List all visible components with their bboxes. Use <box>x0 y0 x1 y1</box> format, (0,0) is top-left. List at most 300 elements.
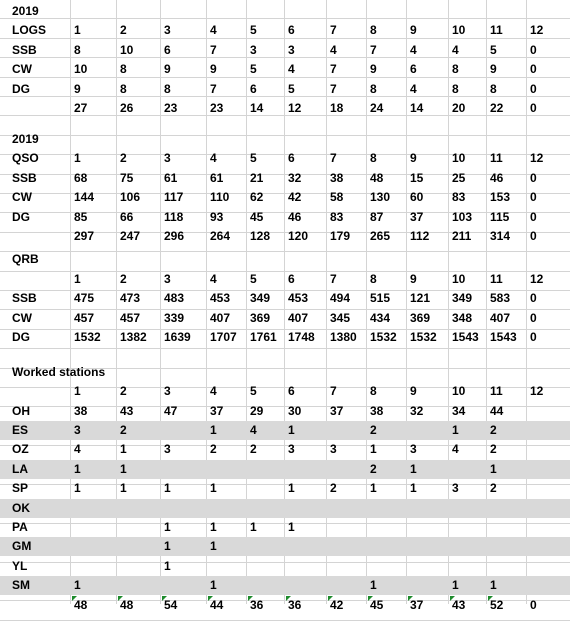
data-cell[interactable]: 93 <box>210 210 224 224</box>
data-cell[interactable]: 46 <box>288 210 302 224</box>
data-cell[interactable] <box>328 518 368 537</box>
data-cell[interactable]: 5 <box>250 384 257 398</box>
data-cell[interactable]: 349 <box>452 291 473 305</box>
data-cell[interactable]: 2 <box>250 442 257 456</box>
data-cell[interactable]: 1639 <box>164 330 191 344</box>
data-cell[interactable]: 2 <box>120 23 127 37</box>
data-cell[interactable]: 0 <box>530 190 537 204</box>
data-cell[interactable]: 6 <box>288 23 295 37</box>
data-cell[interactable]: 1 <box>210 423 217 437</box>
data-cell[interactable] <box>488 518 528 537</box>
data-cell[interactable] <box>118 499 162 518</box>
data-cell[interactable] <box>248 499 286 518</box>
data-cell[interactable]: 1 <box>210 539 217 553</box>
data-cell[interactable]: 4 <box>452 442 459 456</box>
data-cell[interactable] <box>118 557 162 576</box>
data-cell[interactable]: 1 <box>74 23 81 37</box>
data-cell[interactable]: 14 <box>410 101 424 115</box>
data-cell[interactable] <box>450 518 488 537</box>
data-cell[interactable]: 1 <box>288 520 295 534</box>
data-cell[interactable]: 0 <box>530 101 537 115</box>
data-cell[interactable]: 407 <box>490 311 511 325</box>
data-cell[interactable]: 61 <box>164 171 178 185</box>
data-cell[interactable] <box>286 537 328 556</box>
data-cell[interactable]: 1707 <box>210 330 237 344</box>
row-label[interactable]: QSO <box>12 151 39 165</box>
data-cell[interactable] <box>286 557 328 576</box>
data-cell[interactable]: 7 <box>330 62 337 76</box>
data-cell[interactable] <box>162 499 208 518</box>
data-cell[interactable]: 3 <box>410 442 417 456</box>
data-cell[interactable] <box>162 460 208 479</box>
data-cell[interactable] <box>72 518 118 537</box>
data-cell[interactable]: 8 <box>370 384 377 398</box>
data-cell[interactable] <box>118 576 162 595</box>
data-cell[interactable]: 45 <box>368 596 408 615</box>
data-cell[interactable]: 61 <box>210 171 224 185</box>
data-cell[interactable]: 0 <box>530 210 537 224</box>
row-label[interactable]: PA <box>12 520 28 534</box>
data-cell[interactable]: 6 <box>410 62 417 76</box>
data-cell[interactable]: 47 <box>164 404 178 418</box>
data-cell[interactable]: 8 <box>164 82 171 96</box>
data-cell[interactable] <box>368 499 408 518</box>
data-cell[interactable]: 8 <box>120 82 127 96</box>
data-cell[interactable]: 434 <box>370 311 391 325</box>
data-cell[interactable]: 8 <box>452 62 459 76</box>
data-cell[interactable]: 1 <box>288 423 295 437</box>
data-cell[interactable]: 10 <box>452 384 466 398</box>
data-cell[interactable]: 7 <box>330 151 337 165</box>
data-cell[interactable]: 1 <box>410 481 417 495</box>
data-cell[interactable]: 9 <box>74 82 81 96</box>
data-cell[interactable] <box>328 557 368 576</box>
data-cell[interactable]: 1 <box>74 462 81 476</box>
row-label[interactable] <box>10 99 72 118</box>
data-cell[interactable] <box>248 479 286 498</box>
data-cell[interactable] <box>408 518 450 537</box>
data-cell[interactable]: 58 <box>330 190 344 204</box>
data-cell[interactable]: 15 <box>410 171 424 185</box>
row-label[interactable]: 2019 <box>12 132 39 146</box>
data-cell[interactable]: 118 <box>164 210 184 224</box>
data-cell[interactable]: 7 <box>330 23 337 37</box>
data-cell[interactable]: 2 <box>490 442 497 456</box>
data-cell[interactable]: 10 <box>452 151 466 165</box>
data-cell[interactable]: 45 <box>250 210 264 224</box>
data-cell[interactable]: 12 <box>530 151 544 165</box>
data-cell[interactable]: 5 <box>250 62 257 76</box>
data-cell[interactable] <box>248 460 286 479</box>
data-cell[interactable]: 1 <box>164 481 171 495</box>
data-cell[interactable]: 36 <box>286 596 328 615</box>
row-label[interactable]: OK <box>12 501 30 515</box>
data-cell[interactable]: 265 <box>370 229 391 243</box>
data-cell[interactable]: 264 <box>210 229 231 243</box>
row-label[interactable]: DG <box>12 210 30 224</box>
data-cell[interactable]: 10 <box>452 272 466 286</box>
data-cell[interactable]: 7 <box>330 82 337 96</box>
data-cell[interactable]: 4 <box>210 151 217 165</box>
data-cell[interactable] <box>328 421 368 440</box>
data-cell[interactable]: 11 <box>490 272 503 286</box>
data-cell[interactable] <box>528 576 570 595</box>
data-cell[interactable]: 3 <box>164 272 171 286</box>
data-cell[interactable] <box>528 557 570 576</box>
data-cell[interactable]: 247 <box>120 229 141 243</box>
row-label[interactable]: QRB <box>12 252 39 266</box>
data-cell[interactable]: 32 <box>410 404 424 418</box>
data-cell[interactable]: 128 <box>250 229 271 243</box>
data-cell[interactable]: 2 <box>210 442 217 456</box>
data-cell[interactable]: 8 <box>120 62 127 76</box>
data-cell[interactable]: 1 <box>164 539 171 553</box>
data-cell[interactable]: 54 <box>162 596 208 615</box>
data-cell[interactable]: 1 <box>410 462 417 476</box>
data-cell[interactable]: 48 <box>370 171 384 185</box>
data-cell[interactable]: 4 <box>210 384 217 398</box>
data-cell[interactable]: 515 <box>370 291 391 305</box>
data-cell[interactable] <box>72 499 118 518</box>
data-cell[interactable]: 30 <box>288 404 302 418</box>
data-cell[interactable] <box>286 499 328 518</box>
data-cell[interactable]: 27 <box>74 101 88 115</box>
data-cell[interactable] <box>528 421 570 440</box>
data-cell[interactable]: 2 <box>120 423 127 437</box>
data-cell[interactable] <box>162 576 208 595</box>
data-cell[interactable]: 369 <box>250 311 271 325</box>
data-cell[interactable]: 369 <box>410 311 431 325</box>
data-cell[interactable]: 9 <box>210 62 217 76</box>
data-cell[interactable]: 7 <box>330 272 337 286</box>
data-cell[interactable]: 2 <box>490 481 497 495</box>
data-cell[interactable]: 38 <box>330 171 344 185</box>
data-cell[interactable]: 60 <box>410 190 424 204</box>
data-cell[interactable]: 36 <box>248 596 286 615</box>
data-cell[interactable]: 37 <box>330 404 344 418</box>
data-cell[interactable] <box>208 557 248 576</box>
data-cell[interactable]: 3 <box>164 151 171 165</box>
row-label[interactable] <box>10 596 72 615</box>
row-label[interactable]: SP <box>12 481 29 495</box>
data-cell[interactable] <box>408 557 450 576</box>
data-cell[interactable]: 37 <box>410 210 424 224</box>
data-cell[interactable]: 1 <box>370 481 377 495</box>
data-cell[interactable]: 9 <box>410 23 417 37</box>
data-cell[interactable]: 211 <box>452 229 472 243</box>
data-cell[interactable]: 1 <box>370 578 377 592</box>
data-cell[interactable]: 9 <box>410 151 417 165</box>
data-cell[interactable]: 1 <box>490 578 497 592</box>
data-cell[interactable]: 1 <box>250 520 257 534</box>
data-cell[interactable]: 6 <box>288 272 295 286</box>
data-cell[interactable]: 1 <box>74 272 81 286</box>
data-cell[interactable]: 475 <box>74 291 95 305</box>
data-cell[interactable]: 7 <box>210 43 217 57</box>
data-cell[interactable]: 8 <box>452 82 459 96</box>
data-cell[interactable]: 349 <box>250 291 271 305</box>
data-cell[interactable] <box>328 460 368 479</box>
data-cell[interactable]: 4 <box>210 23 217 37</box>
data-cell[interactable]: 85 <box>74 210 88 224</box>
data-cell[interactable]: 103 <box>452 210 473 224</box>
data-cell[interactable]: 23 <box>164 101 178 115</box>
data-cell[interactable] <box>286 460 328 479</box>
data-cell[interactable]: 0 <box>530 171 537 185</box>
data-cell[interactable]: 12 <box>530 272 544 286</box>
data-cell[interactable]: 2 <box>370 462 377 476</box>
data-cell[interactable]: 453 <box>288 291 309 305</box>
data-cell[interactable]: 0 <box>530 229 537 243</box>
data-cell[interactable]: 83 <box>330 210 344 224</box>
data-cell[interactable]: 4 <box>288 62 295 76</box>
data-cell[interactable]: 153 <box>490 190 511 204</box>
data-cell[interactable] <box>162 421 208 440</box>
data-cell[interactable]: 2 <box>120 151 127 165</box>
data-cell[interactable]: 1382 <box>120 330 147 344</box>
data-cell[interactable]: 42 <box>328 596 368 615</box>
data-cell[interactable]: 44 <box>208 596 248 615</box>
data-cell[interactable]: 8 <box>370 151 377 165</box>
data-cell[interactable] <box>118 537 162 556</box>
data-cell[interactable]: 1 <box>210 481 217 495</box>
data-cell[interactable]: 1543 <box>490 330 517 344</box>
data-cell[interactable]: 11 <box>490 384 503 398</box>
data-cell[interactable]: 117 <box>164 190 184 204</box>
data-cell[interactable]: 2 <box>370 423 377 437</box>
data-cell[interactable]: 37 <box>408 596 450 615</box>
data-cell[interactable]: 106 <box>120 190 141 204</box>
data-cell[interactable]: 6 <box>288 384 295 398</box>
data-cell[interactable]: 32 <box>288 171 302 185</box>
data-cell[interactable] <box>208 460 248 479</box>
data-cell[interactable] <box>368 557 408 576</box>
data-cell[interactable] <box>118 518 162 537</box>
data-cell[interactable] <box>450 460 488 479</box>
data-cell[interactable]: 7 <box>370 43 377 57</box>
data-cell[interactable] <box>72 537 118 556</box>
data-cell[interactable]: 6 <box>250 82 257 96</box>
data-cell[interactable]: 8 <box>490 82 497 96</box>
data-cell[interactable]: 3 <box>164 23 171 37</box>
data-cell[interactable]: 8 <box>74 43 81 57</box>
data-cell[interactable]: 3 <box>164 442 171 456</box>
data-cell[interactable]: 48 <box>118 596 162 615</box>
data-cell[interactable]: 66 <box>120 210 134 224</box>
data-cell[interactable]: 3 <box>164 384 171 398</box>
data-cell[interactable]: 453 <box>210 291 231 305</box>
data-cell[interactable]: 7 <box>330 384 337 398</box>
row-label[interactable]: SSB <box>12 291 37 305</box>
data-cell[interactable] <box>248 557 286 576</box>
data-cell[interactable]: 1 <box>288 481 295 495</box>
data-cell[interactable]: 4 <box>250 423 257 437</box>
data-cell[interactable]: 24 <box>370 101 384 115</box>
data-cell[interactable]: 112 <box>410 229 430 243</box>
data-cell[interactable] <box>208 499 248 518</box>
data-cell[interactable]: 0 <box>530 598 537 612</box>
data-cell[interactable]: 1 <box>74 151 81 165</box>
row-label[interactable]: SM <box>12 578 30 592</box>
row-label[interactable]: CW <box>12 190 32 204</box>
row-label[interactable] <box>10 382 72 401</box>
data-cell[interactable]: 1 <box>74 384 81 398</box>
data-cell[interactable]: 43 <box>120 404 134 418</box>
data-cell[interactable]: 5 <box>250 272 257 286</box>
data-cell[interactable] <box>528 499 570 518</box>
data-cell[interactable]: 1 <box>164 559 171 573</box>
data-cell[interactable]: 121 <box>410 291 431 305</box>
data-cell[interactable] <box>488 499 528 518</box>
row-label[interactable]: SSB <box>12 43 37 57</box>
data-cell[interactable]: 4 <box>410 43 417 57</box>
row-label[interactable]: Worked stations <box>12 365 106 379</box>
data-cell[interactable] <box>528 460 570 479</box>
data-cell[interactable]: 12 <box>288 101 302 115</box>
data-cell[interactable]: 12 <box>530 23 544 37</box>
data-cell[interactable]: 1 <box>120 442 127 456</box>
data-cell[interactable]: 0 <box>530 82 537 96</box>
data-cell[interactable]: 494 <box>330 291 351 305</box>
data-cell[interactable]: 4 <box>330 43 337 57</box>
data-cell[interactable]: 297 <box>74 229 95 243</box>
data-cell[interactable]: 296 <box>164 229 185 243</box>
data-cell[interactable]: 1 <box>490 462 497 476</box>
data-cell[interactable]: 46 <box>490 171 504 185</box>
data-cell[interactable] <box>368 537 408 556</box>
data-cell[interactable]: 52 <box>488 596 528 615</box>
data-cell[interactable]: 75 <box>120 171 134 185</box>
data-cell[interactable]: 4 <box>74 442 81 456</box>
data-cell[interactable]: 20 <box>452 101 466 115</box>
data-cell[interactable] <box>528 440 570 459</box>
data-cell[interactable] <box>488 537 528 556</box>
data-cell[interactable]: 179 <box>330 229 351 243</box>
data-cell[interactable]: 48 <box>72 596 118 615</box>
data-cell[interactable]: 62 <box>250 190 264 204</box>
row-label[interactable]: SSB <box>12 171 37 185</box>
row-label[interactable]: ES <box>12 423 29 437</box>
row-label[interactable]: LOGS <box>12 23 47 37</box>
data-cell[interactable]: 5 <box>250 151 257 165</box>
row-label[interactable] <box>10 227 72 246</box>
data-cell[interactable]: 1 <box>370 442 377 456</box>
data-cell[interactable]: 10 <box>74 62 88 76</box>
data-cell[interactable]: 10 <box>452 23 466 37</box>
data-cell[interactable]: 8 <box>370 272 377 286</box>
data-cell[interactable]: 5 <box>250 23 257 37</box>
data-cell[interactable]: 12 <box>530 384 544 398</box>
row-label[interactable]: OZ <box>12 442 29 456</box>
data-cell[interactable]: 38 <box>370 404 384 418</box>
data-cell[interactable]: 2 <box>120 384 127 398</box>
data-cell[interactable]: 42 <box>288 190 302 204</box>
data-cell[interactable]: 457 <box>74 311 95 325</box>
data-cell[interactable]: 110 <box>210 190 230 204</box>
data-cell[interactable]: 9 <box>410 384 417 398</box>
data-cell[interactable]: 1 <box>452 423 459 437</box>
data-cell[interactable]: 9 <box>164 62 171 76</box>
row-label[interactable]: CW <box>12 62 32 76</box>
data-cell[interactable]: 1532 <box>410 330 437 344</box>
data-cell[interactable]: 1761 <box>250 330 277 344</box>
row-label[interactable]: YL <box>12 559 28 573</box>
row-label[interactable] <box>10 270 72 289</box>
data-cell[interactable]: 25 <box>452 171 466 185</box>
data-cell[interactable]: 407 <box>210 311 231 325</box>
data-cell[interactable]: 0 <box>530 43 537 57</box>
data-cell[interactable]: 0 <box>530 291 537 305</box>
row-label[interactable]: OH <box>12 404 30 418</box>
data-cell[interactable]: 37 <box>210 404 224 418</box>
data-cell[interactable]: 1543 <box>452 330 479 344</box>
data-cell[interactable] <box>248 576 286 595</box>
data-cell[interactable]: 115 <box>490 210 510 224</box>
data-cell[interactable] <box>488 557 528 576</box>
data-cell[interactable]: 3 <box>288 442 295 456</box>
data-cell[interactable] <box>368 518 408 537</box>
data-cell[interactable] <box>528 537 570 556</box>
data-cell[interactable]: 22 <box>490 101 504 115</box>
data-cell[interactable] <box>248 537 286 556</box>
data-cell[interactable]: 26 <box>120 101 134 115</box>
data-cell[interactable] <box>328 576 368 595</box>
data-cell[interactable] <box>286 576 328 595</box>
data-cell[interactable]: 130 <box>370 190 391 204</box>
data-cell[interactable]: 3 <box>74 423 81 437</box>
data-cell[interactable]: 11 <box>490 151 503 165</box>
data-cell[interactable]: 2 <box>490 423 497 437</box>
data-cell[interactable] <box>450 537 488 556</box>
data-cell[interactable]: 1 <box>120 481 127 495</box>
data-cell[interactable]: 87 <box>370 210 384 224</box>
data-cell[interactable]: 4 <box>210 272 217 286</box>
data-cell[interactable]: 144 <box>74 190 95 204</box>
row-label[interactable]: CW <box>12 311 32 325</box>
row-label[interactable]: DG <box>12 82 30 96</box>
data-cell[interactable]: 3 <box>250 43 257 57</box>
data-cell[interactable]: 0 <box>530 311 537 325</box>
data-cell[interactable]: 29 <box>250 404 264 418</box>
data-cell[interactable] <box>450 499 488 518</box>
data-cell[interactable]: 1 <box>210 578 217 592</box>
data-cell[interactable]: 3 <box>330 442 337 456</box>
data-cell[interactable] <box>408 576 450 595</box>
data-cell[interactable] <box>528 518 570 537</box>
row-label[interactable]: DG <box>12 330 30 344</box>
data-cell[interactable]: 1 <box>452 578 459 592</box>
data-cell[interactable] <box>528 479 570 498</box>
data-cell[interactable] <box>328 499 368 518</box>
data-cell[interactable]: 339 <box>164 311 185 325</box>
data-cell[interactable]: 457 <box>120 311 141 325</box>
row-label[interactable]: LA <box>12 462 28 476</box>
data-cell[interactable]: 23 <box>210 101 224 115</box>
data-cell[interactable]: 583 <box>490 291 511 305</box>
row-label[interactable]: 2019 <box>12 4 39 18</box>
data-cell[interactable]: 9 <box>370 62 377 76</box>
data-cell[interactable]: 38 <box>74 404 88 418</box>
data-cell[interactable]: 483 <box>164 291 185 305</box>
data-cell[interactable] <box>408 537 450 556</box>
data-cell[interactable]: 1380 <box>330 330 357 344</box>
data-cell[interactable]: 34 <box>452 404 466 418</box>
data-cell[interactable]: 314 <box>490 229 511 243</box>
data-cell[interactable] <box>328 537 368 556</box>
data-cell[interactable]: 18 <box>330 101 344 115</box>
row-label[interactable]: GM <box>12 539 32 553</box>
data-cell[interactable]: 1 <box>74 578 81 592</box>
